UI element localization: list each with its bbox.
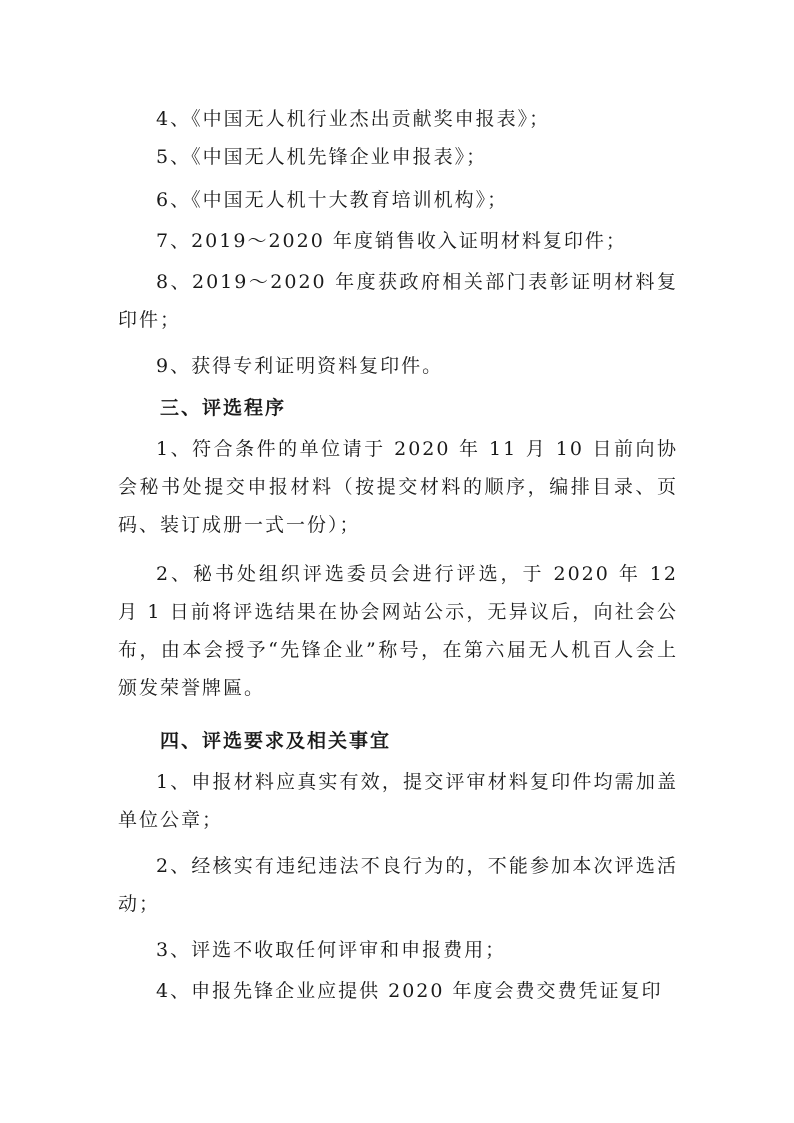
section-4-item-4: 4、申报先锋企业应提供 2020 年度会费交费凭证复印 [156,980,663,1002]
section-3-item-2: 2、秘书处组织评选委员会进行评选，于 2020 年 12 月 1 日前将评选结果在协会网站公示，无异议后，向社会公布，由本会授予“先锋企业”称号，在第六届无人机百人会上颁发荣誉牌匾。 [118,563,678,699]
section-4-item-2: 2、经核实有违纪违法不良行为的，不能参加本次评选活动； [118,855,678,915]
list-item-5: 5、《中国无人机先锋企业申报表》； [156,146,488,168]
list-item-8: 8、2019～2020 年度获政府相关部门表彰证明材料复印件； [118,271,678,331]
list-item-6: 6、《中国无人机十大教育培训机构》； [156,189,509,211]
section-4-heading: 四、评选要求及相关事宜 [160,730,392,752]
section-4-item-1: 1、申报材料应真实有效，提交评审材料复印件均需加盖单位公章； [118,771,678,831]
section-3-heading: 三、评选程序 [160,397,287,419]
list-item-7: 7、2019～2020 年度销售收入证明材料复印件； [156,230,627,252]
section-3-item-1: 1、符合条件的单位请于 2020 年 11 月 10 日前向协会秘书处提交申报材料（按提交材料的顺序，编排目录、页码、装订成册一式一份）； [118,438,678,536]
list-item-9: 9、获得专利证明资料复印件。 [156,355,444,377]
list-item-4: 4、《中国无人机行业杰出贡献奖申报表》； [156,108,551,130]
section-4-item-3: 3、评选不收取任何评审和申报费用； [156,939,507,961]
